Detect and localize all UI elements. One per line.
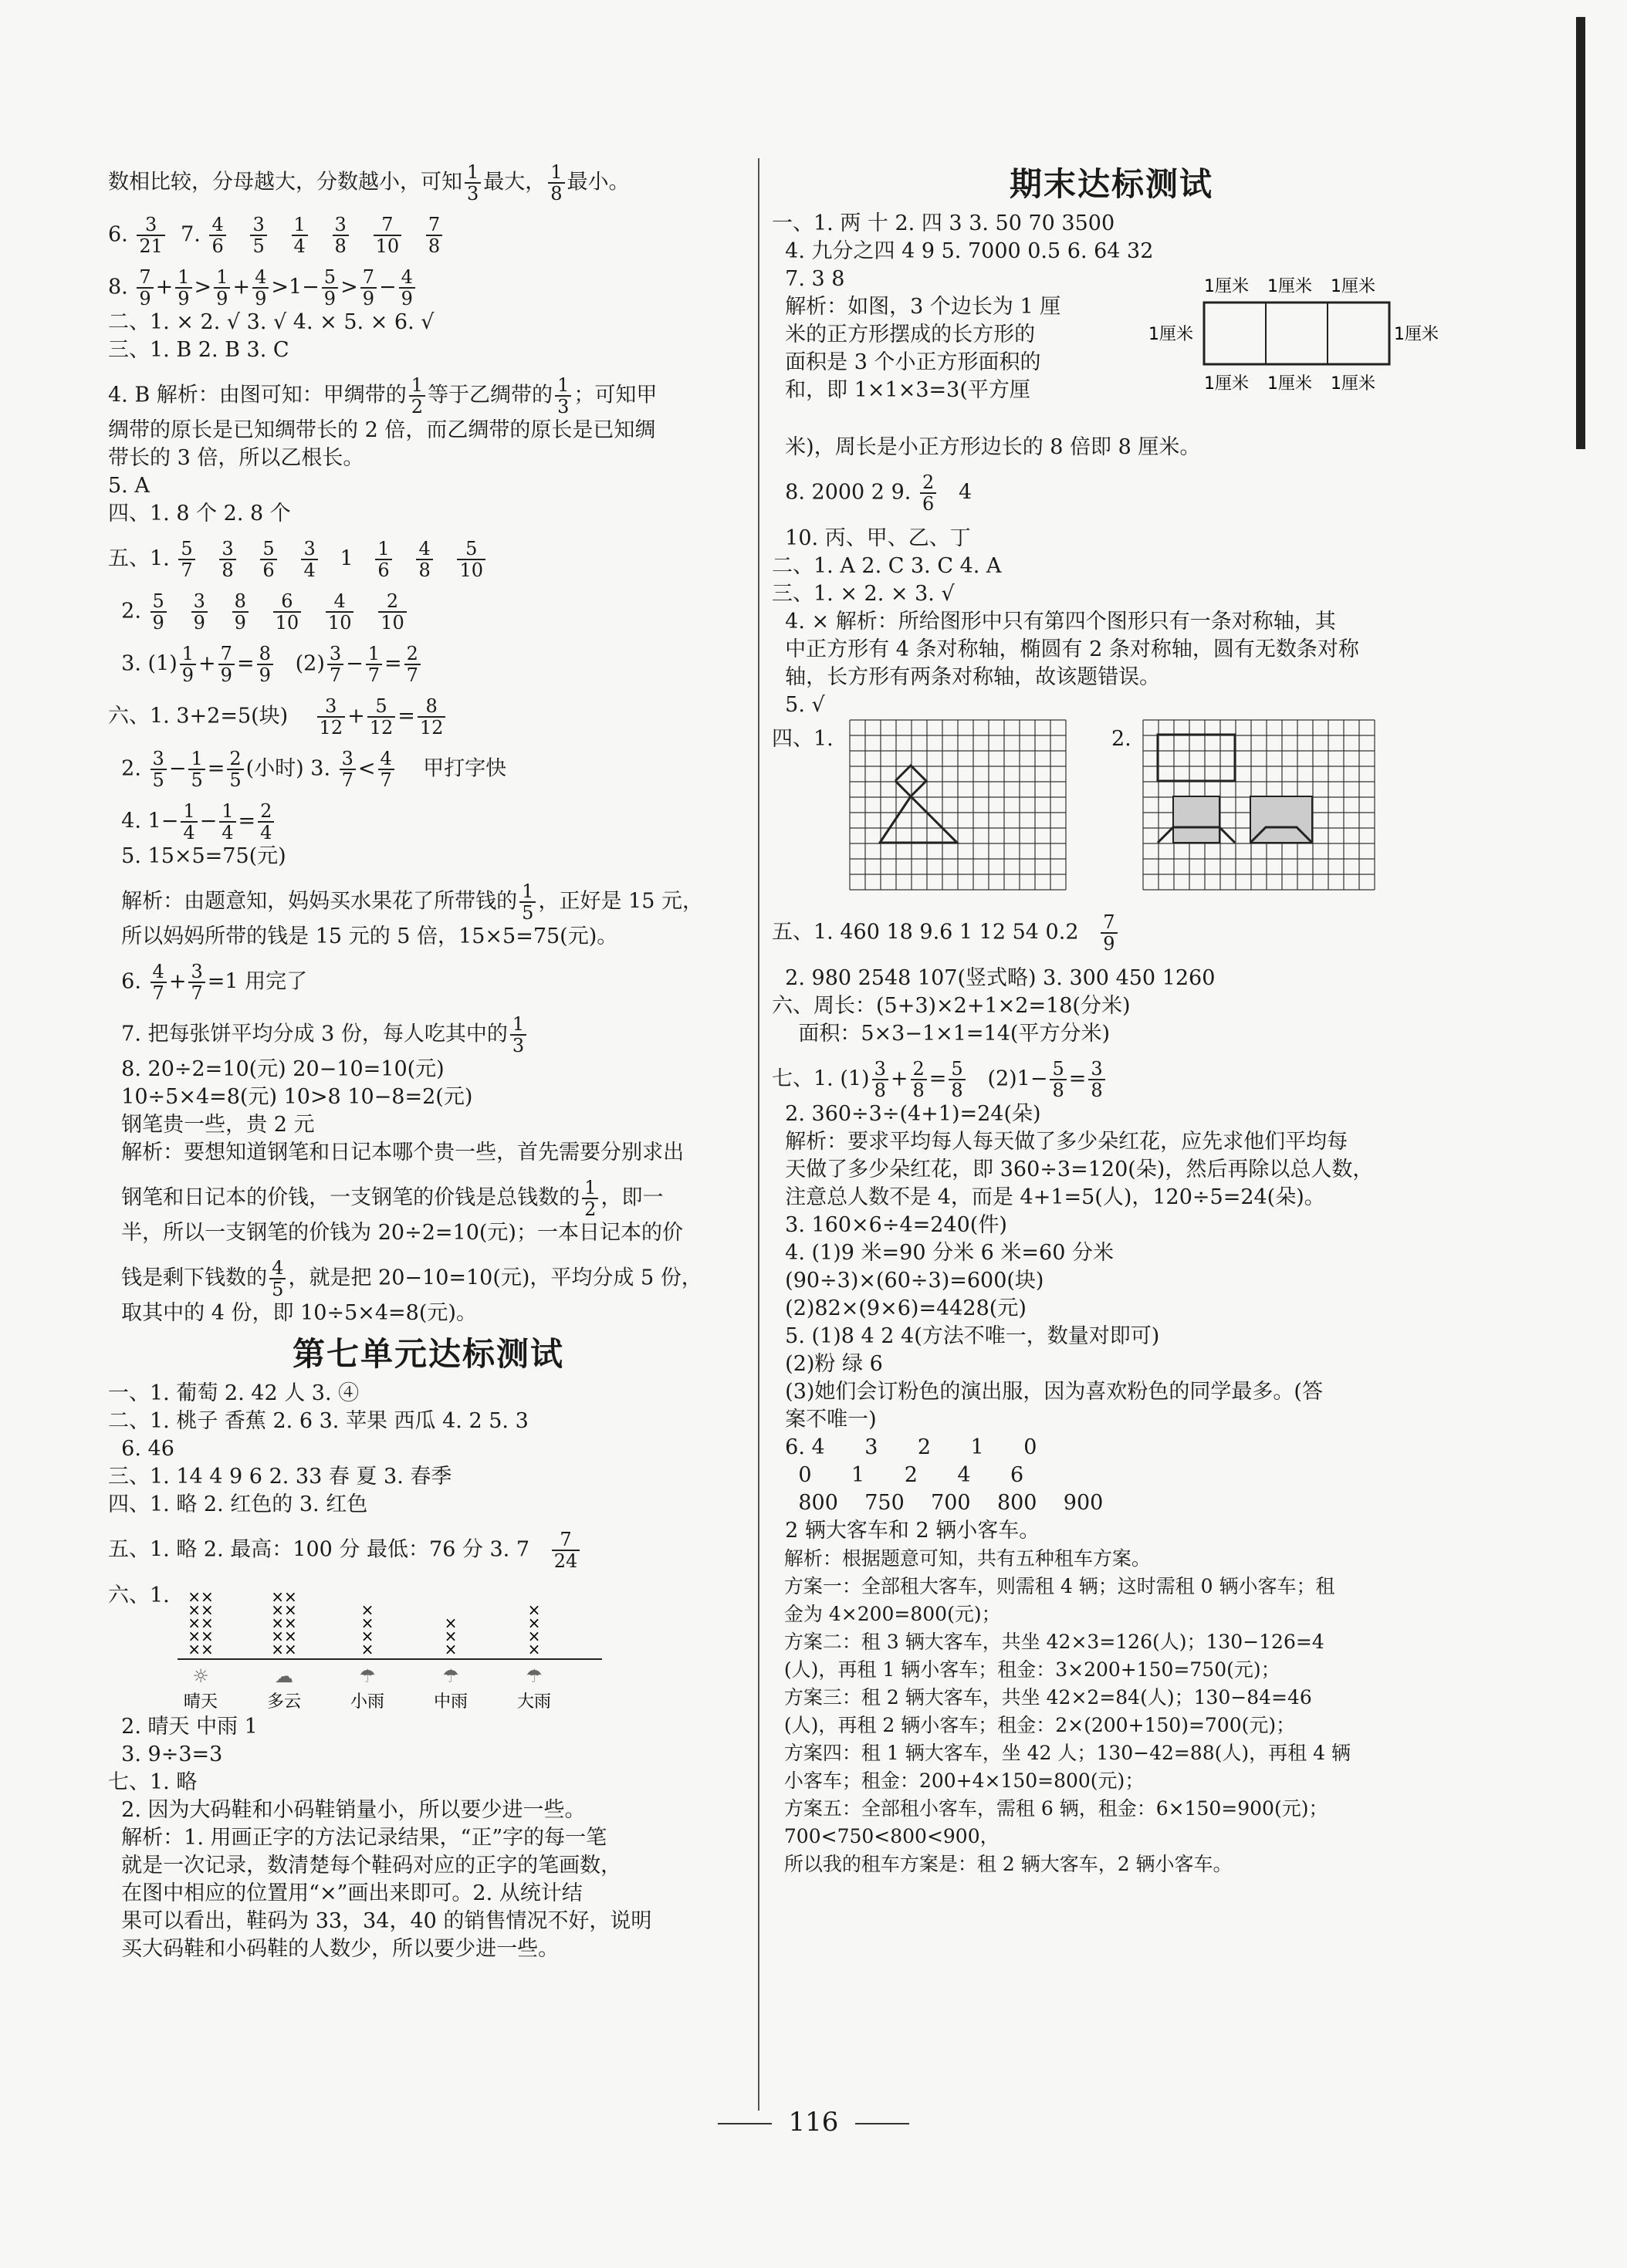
left-column bbox=[108, 162, 749, 1963]
fraction: $\frac{5}{7}$ bbox=[178, 539, 194, 580]
answer-line: 3. (1) $\frac{1}{9}$ + $\frac{7}{9}$ = $\frac{8}{9}$ (2) $\frac{3}{7}$ − $\frac{1}{7}$ = $\frac{2}{7}$ bbox=[108, 644, 749, 685]
fraction: $\frac{7}{10}$ bbox=[374, 215, 402, 256]
fraction: $\frac{2}{10}$ bbox=[378, 591, 407, 633]
fraction: $\frac{8}{9}$ bbox=[257, 644, 273, 685]
fraction: $\frac{4}{7}$ bbox=[151, 962, 167, 1003]
weather-label: 晴天 bbox=[183, 1692, 218, 1712]
fraction: $\frac{2}{8}$ bbox=[911, 1059, 927, 1100]
tally-mark: ×× bbox=[188, 1640, 214, 1658]
answer-label: 2. bbox=[1111, 727, 1131, 751]
answer-line: 金为 4×200=800(元)； bbox=[783, 1603, 1001, 1625]
answer-line: 4. 九分之四 4 9 5. 7000 0.5 6. 64 32 bbox=[785, 239, 1154, 263]
answer-line: 一、1. 两 十 2. 四 3 3. 50 70 3500 bbox=[772, 211, 1115, 235]
fraction: $\frac{4}{10}$ bbox=[326, 591, 354, 633]
rect-outline bbox=[1204, 303, 1389, 364]
fraction: $\frac{3}{9}$ bbox=[191, 591, 208, 633]
answer-line: 解析：要求平均每人每天做了多少朵红花，应先求他们平均每 bbox=[785, 1130, 1348, 1154]
fraction: $\frac{2}{4}$ bbox=[258, 801, 274, 843]
answer-line: 和，即 1×1×3=3(平方厘 bbox=[785, 378, 1030, 402]
answer-line: 2. $\frac{3}{5}$ − $\frac{1}{5}$ = $\frac{2}{5}$ (小时) 3. $\frac{3}{7}$ < $\frac{4}{7}$ 甲打字快 bbox=[121, 748, 507, 791]
answer-line: 轴，长方形有两条对称轴，故该题错误。 bbox=[785, 665, 1161, 689]
page-edge-bar bbox=[1576, 17, 1585, 449]
answer-line: 就是一次记录，数清楚每个鞋码对应的正字的笔画数， bbox=[121, 1854, 622, 1878]
answer-line: 面积：5×3−1×1=14(平方分米) bbox=[798, 1022, 1110, 1046]
fraction: $\frac{3}{8}$ bbox=[333, 215, 349, 256]
top-label-1: 1厘米 bbox=[1204, 277, 1249, 296]
fraction: $\frac{5}{6}$ bbox=[260, 539, 276, 580]
fraction: $\frac{1}{5}$ bbox=[188, 749, 205, 790]
answer-line: 数相比较，分母越大，分数越小，可知 $\frac{1}{3}$ 最大， $\frac{1}{8}$ 最小。 bbox=[108, 161, 630, 204]
answer-line: 二、1. 桃子 香蕉 2. 6 3. 苹果 西瓜 4. 2 5. 3 bbox=[108, 1409, 529, 1433]
tally-mark: × bbox=[444, 1627, 458, 1645]
answer-line: 二、1. × 2. √ 3. √ 4. × 5. × 6. √ bbox=[108, 310, 435, 334]
tally-mark: ×× bbox=[188, 1600, 214, 1619]
fraction: $\frac{1}{3}$ bbox=[510, 1014, 526, 1056]
answer-line: 四、1. 略 2. 红色的 3. 红色 bbox=[108, 1492, 368, 1516]
column-divider bbox=[758, 158, 759, 2111]
top-label-2: 1厘米 bbox=[1267, 277, 1312, 296]
answer-line: 7. 3 8 bbox=[785, 267, 845, 291]
answer-label: 四、1. bbox=[772, 727, 834, 751]
tally-mark: ×× bbox=[188, 1614, 214, 1632]
rectangle-figure-block bbox=[772, 265, 1451, 434]
fraction: $\frac{3}{21}$ bbox=[137, 215, 165, 256]
tally-mark: ×× bbox=[271, 1587, 297, 1606]
answer-line: 解析：要想知道钢笔和日记本哪个贵一些，首先需要分别求出 bbox=[121, 1141, 685, 1164]
bottom-label-3: 1厘米 bbox=[1331, 374, 1375, 394]
answer-line: 小客车；租金：200+4×150=800(元)； bbox=[783, 1769, 1145, 1792]
answer-line: 一、1. 葡萄 2. 42 人 3. ④ bbox=[108, 1381, 360, 1405]
answer-line: 买大码鞋和小码鞋的人数少，所以要少进一些。 bbox=[121, 1937, 560, 1961]
answer-line: 解析：1. 用画正字的方法记录结果，“正”字的每一笔 bbox=[121, 1826, 607, 1850]
answer-line: 所以妈妈所带的钱是 15 元的 5 倍，15×5=75(元)。 bbox=[121, 924, 618, 948]
answer-label: 六、1. bbox=[108, 1584, 170, 1607]
answer-line: (人)，再租 1 辆小客车；租金：3×200+150=750(元)； bbox=[783, 1658, 1280, 1681]
answer-line: 8. $\frac{7}{9}$ + $\frac{1}{9}$ > $\frac{1}{9}$ + $\frac{4}{9}$ >1− $\frac{5}{9}$ > $\frac{7}{9}$ − $\frac{4}{9}$ bbox=[108, 267, 749, 309]
section-title-final: 期末达标测试 bbox=[1009, 165, 1213, 203]
tally-mark: ×× bbox=[271, 1640, 297, 1658]
answer-line: 2. 晴天 中雨 1 bbox=[121, 1715, 258, 1739]
left-label: 1厘米 bbox=[1148, 325, 1193, 344]
answer-line: 钱是剩下钱数的 $\frac{4}{5}$ ，就是把 20−10=10(元)，平均分成 5 份， bbox=[121, 1257, 702, 1300]
fraction: $\frac{8}{12}$ bbox=[418, 696, 446, 738]
fraction: $\frac{5}{9}$ bbox=[151, 591, 167, 633]
answer-line: 所以我的租车方案是：租 2 辆大客车，2 辆小客车。 bbox=[783, 1853, 1233, 1875]
fraction: $\frac{3}{12}$ bbox=[317, 696, 346, 738]
fraction: $\frac{7}{9}$ bbox=[1101, 912, 1117, 954]
answer-line: (2)82×(9×6)=4428(元) bbox=[785, 1296, 1027, 1320]
right-shaded bbox=[1250, 796, 1312, 843]
answer-line: 10. 丙、甲、乙、丁 bbox=[785, 526, 971, 550]
answer-line: 三、1. B 2. B 3. C bbox=[108, 338, 289, 362]
weather-tally-chart bbox=[108, 1582, 749, 1713]
grid-figure-1 bbox=[849, 719, 1081, 904]
answer-line: 七、1. (1) $\frac{3}{8}$ + $\frac{2}{8}$ = $\frac{5}{8}$ (2)1− $\frac{5}{8}$ = $\frac{3}{8}$ bbox=[772, 1059, 1451, 1100]
answer-line: 8. 20÷2=10(元) 20−10=10(元) bbox=[121, 1057, 445, 1081]
fraction: $\frac{4}{9}$ bbox=[252, 267, 269, 309]
fraction: $\frac{1}{9}$ bbox=[175, 267, 191, 309]
tally-mark: × bbox=[527, 1614, 541, 1632]
tally-mark: × bbox=[360, 1600, 374, 1619]
fraction: $\frac{1}{5}$ bbox=[519, 881, 536, 923]
fraction: $\frac{3}{5}$ bbox=[250, 215, 266, 256]
answer-line: (人)，再租 2 辆小客车；租金：2×(200+150)=700(元)； bbox=[783, 1714, 1296, 1736]
answer-line: (90÷3)×(60÷3)=600(块) bbox=[785, 1269, 1044, 1293]
answer-line: 0 1 2 4 6 bbox=[798, 1463, 1024, 1487]
squares bbox=[1204, 303, 1389, 364]
weather-chart-svg bbox=[170, 1582, 633, 1713]
three-squares-figure bbox=[1135, 265, 1443, 412]
grid-figure-2 bbox=[1142, 719, 1389, 904]
triangle-shape bbox=[880, 796, 957, 843]
answer-line: 方案三：租 2 辆大客车，共坐 42×2=84(人)；130−84=46 bbox=[783, 1686, 1312, 1709]
answer-line: 面积是 3 个小正方形面积的 bbox=[785, 350, 1041, 374]
left-shaded bbox=[1173, 796, 1219, 843]
answer-line: 六、1. 3+2=5(块) $\frac{3}{12}$ + $\frac{5}{12}$ = $\frac{8}{12}$ bbox=[108, 696, 749, 738]
fraction: $\frac{5}{9}$ bbox=[322, 267, 338, 309]
answer-line: 5. 15×5=75(元) bbox=[121, 844, 286, 868]
answer-line: 解析：根据题意可知，共有五种租车方案。 bbox=[783, 1547, 1151, 1570]
answer-line: 8. 2000 2 9. $\frac{2}{6}$ 4 bbox=[785, 472, 972, 515]
answer-line: 天做了多少朵红花，即 360÷3=120(朵)，然后再除以总人数， bbox=[785, 1158, 1374, 1181]
tally-mark: × bbox=[360, 1614, 374, 1632]
weather-label: 多云 bbox=[266, 1692, 302, 1712]
grid-lines bbox=[850, 720, 1066, 890]
answer-line: 6. $\frac{3}{21}$ 7. $\frac{4}{6}$ $\frac{3}{5}$ $\frac{1}{4}$ $\frac{3}{8}$ $\frac{7}{10}$ $\frac{7}{8}$ bbox=[108, 215, 749, 256]
weather-label: 中雨 bbox=[433, 1692, 468, 1712]
answer-line: 五、1. $\frac{5}{7}$ $\frac{3}{8}$ $\frac{5}{6}$ $\frac{3}{4}$ 1 $\frac{1}{6}$ $\frac{4}{8}$ $\frac{5}{10}$ bbox=[108, 539, 749, 580]
answer-line: 5. (1)8 4 2 4(方法不唯一，数量对即可) bbox=[785, 1324, 1160, 1348]
tally-mark: × bbox=[444, 1614, 458, 1632]
answer-line: 注意总人数不是 4，而是 4+1=5(人)，120÷5=24(朵)。 bbox=[785, 1185, 1325, 1209]
fraction: $\frac{4}{6}$ bbox=[209, 215, 225, 256]
fraction: $\frac{5}{10}$ bbox=[457, 539, 485, 580]
fraction: $\frac{1}{2}$ bbox=[582, 1178, 598, 1219]
fraction: $\frac{3}{7}$ bbox=[188, 962, 205, 1003]
fraction: $\frac{6}{10}$ bbox=[273, 591, 302, 633]
answer-line: 带长的 3 倍，所以乙根长。 bbox=[108, 446, 364, 470]
tally-mark: × bbox=[527, 1600, 541, 1619]
fraction: $\frac{7}{9}$ bbox=[137, 267, 153, 309]
answer-line: 取其中的 4 份，即 10÷5×4=8(元)。 bbox=[121, 1301, 477, 1325]
fraction: $\frac{3}{8}$ bbox=[872, 1059, 888, 1100]
answer-line: 解析：由题意知，妈妈买水果花了所带钱的 $\frac{1}{5}$ ，正好是 15 元， bbox=[121, 880, 703, 924]
sun-icon: ☼ bbox=[192, 1665, 209, 1687]
answer-line: (3)她们会订粉色的演出服，因为喜欢粉色的同学最多。(答 bbox=[785, 1380, 1323, 1404]
fraction: $\frac{7}{24}$ bbox=[552, 1529, 580, 1571]
answer-line: 半，所以一支钢笔的价钱为 20÷2=10(元)；一本日记本的价 bbox=[121, 1221, 683, 1245]
grid-figures bbox=[772, 719, 1451, 912]
answer-line: 五、1. 460 18 9.6 1 12 54 0.2 $\frac{7}{9}$ bbox=[772, 912, 1451, 954]
answer-line: 解析：如图，3 个边长为 1 厘 bbox=[785, 295, 1061, 319]
answer-line: 七、1. 略 bbox=[108, 1770, 198, 1794]
tally-mark: ×× bbox=[188, 1627, 214, 1645]
answer-line: 2. 360÷3÷(4+1)=24(朵) bbox=[785, 1102, 1041, 1126]
page-number bbox=[0, 2107, 1627, 2138]
answer-line: 4. 1− $\frac{1}{4}$ − $\frac{1}{4}$ = $\frac{2}{4}$ bbox=[108, 801, 749, 843]
fraction: $\frac{7}{8}$ bbox=[426, 215, 442, 256]
fraction: $\frac{2}{7}$ bbox=[404, 644, 421, 685]
page-number-text: 116 bbox=[788, 2107, 839, 2138]
weather-label: 小雨 bbox=[350, 1692, 385, 1712]
answer-line: 中正方形有 4 条对称轴，椭圆有 2 条对称轴，圆有无数条对称 bbox=[785, 637, 1359, 661]
answer-line: 方案五：全部租小客车，需租 6 辆，租金：6×150=900(元)； bbox=[783, 1797, 1328, 1820]
fraction: $\frac{2}{5}$ bbox=[227, 749, 243, 790]
tally-mark: ×× bbox=[188, 1587, 214, 1606]
answer-line: 二、1. A 2. C 3. C 4. A bbox=[772, 554, 1002, 578]
fraction: $\frac{1}{2}$ bbox=[409, 375, 425, 417]
answer-line: 果可以看出，鞋码为 33，34，40 的销售情况不好，说明 bbox=[121, 1909, 652, 1933]
tally-mark: × bbox=[444, 1640, 458, 1658]
dash-right bbox=[855, 2123, 909, 2124]
fraction: $\frac{1}{4}$ bbox=[219, 801, 235, 843]
answer-line: 6. $\frac{4}{7}$ + $\frac{3}{7}$ =1 用完了 bbox=[121, 961, 308, 1004]
fraction: $\frac{1}{8}$ bbox=[548, 162, 564, 204]
fraction: $\frac{7}{9}$ bbox=[360, 267, 377, 309]
answer-line: 700<750<800<900， bbox=[783, 1825, 1000, 1847]
fraction: $\frac{1}{7}$ bbox=[366, 644, 382, 685]
answer-line: 5. √ bbox=[785, 693, 825, 717]
tally-mark: ×× bbox=[271, 1627, 297, 1645]
answer-line: 三、1. × 2. × 3. √ bbox=[772, 582, 955, 606]
answer-line: 2. 因为大码鞋和小码鞋销量小，所以要少进一些。 bbox=[121, 1798, 586, 1822]
fraction: $\frac{1}{6}$ bbox=[375, 539, 391, 580]
section-title-unit7: 第七单元达标测试 bbox=[292, 1335, 564, 1373]
top-label-3: 1厘米 bbox=[1331, 277, 1375, 296]
dash-left bbox=[718, 2123, 772, 2124]
answer-line: 7. 把每张饼平均分成 3 份，每人吃其中的 $\frac{1}{3}$ bbox=[108, 1014, 749, 1056]
answer-line: 绸带的原长是已知绸带长的 2 倍，而乙绸带的原长是已知绸 bbox=[108, 418, 656, 442]
fraction: $\frac{3}{7}$ bbox=[340, 749, 356, 790]
fraction: $\frac{3}{5}$ bbox=[151, 749, 167, 790]
tally-mark: × bbox=[360, 1627, 374, 1645]
fraction: $\frac{3}{4}$ bbox=[301, 539, 317, 580]
right-column bbox=[772, 162, 1451, 1878]
answer-line: 2. 980 2548 107(竖式略) 3. 300 450 1260 bbox=[785, 966, 1216, 990]
fraction: $\frac{1}{9}$ bbox=[214, 267, 230, 309]
fraction: $\frac{1}{4}$ bbox=[181, 801, 197, 843]
fraction: $\frac{4}{7}$ bbox=[378, 749, 394, 790]
fraction: $\frac{3}{8}$ bbox=[1088, 1059, 1104, 1100]
answer-line: 5. A bbox=[108, 474, 150, 498]
tally-mark: × bbox=[527, 1627, 541, 1645]
fraction: $\frac{1}{9}$ bbox=[180, 644, 196, 685]
answer-line: 钢笔贵一些，贵 2 元 bbox=[121, 1113, 315, 1137]
fraction: $\frac{7}{9}$ bbox=[218, 644, 235, 685]
square-shape bbox=[895, 766, 926, 796]
fraction: $\frac{4}{9}$ bbox=[399, 267, 415, 309]
answer-line: 6. 4 3 2 1 0 bbox=[785, 1435, 1037, 1459]
answer-line: 800 750 700 800 900 bbox=[798, 1491, 1104, 1515]
answer-line: 4. × 解析：所给图形中只有第四个图形只有一条对称轴，其 bbox=[785, 610, 1336, 634]
rain-icon: ☂ bbox=[526, 1665, 543, 1687]
answer-line: 四、1. 8 个 2. 8 个 bbox=[108, 502, 291, 526]
answer-line: 三、1. 14 4 9 6 2. 33 春 夏 3. 春季 bbox=[108, 1465, 452, 1489]
fraction: $\frac{1}{3}$ bbox=[555, 375, 571, 417]
fraction: $\frac{5}{8}$ bbox=[949, 1059, 965, 1100]
fraction: $\frac{2}{6}$ bbox=[920, 472, 936, 514]
fraction: $\frac{4}{8}$ bbox=[416, 539, 432, 580]
fraction: $\frac{5}{12}$ bbox=[367, 696, 396, 738]
answer-line: 3. 160×6÷4=240(件) bbox=[785, 1213, 1007, 1237]
fraction: $\frac{1}{4}$ bbox=[292, 215, 308, 256]
rain-icon: ☂ bbox=[442, 1665, 459, 1687]
answer-line: 案不唯一) bbox=[785, 1408, 877, 1431]
right-label: 1厘米 bbox=[1394, 325, 1439, 344]
answer-line: 4. B 解析：由图可知：甲绸带的 $\frac{1}{2}$ 等于乙绸带的 $\frac{1}{3}$ ；可知甲 bbox=[108, 374, 658, 417]
answer-line: 2. $\frac{5}{9}$ $\frac{3}{9}$ $\frac{8}{9}$ $\frac{6}{10}$ $\frac{4}{10}$ $\frac{2}{10}$ bbox=[108, 591, 749, 633]
cloud-icon: ☁ bbox=[275, 1665, 293, 1687]
answer-line: 6. 46 bbox=[121, 1437, 174, 1461]
fraction: $\frac{3}{7}$ bbox=[327, 644, 343, 685]
answer-line: 方案四：租 1 辆大客车，坐 42 人；130−42=88(人)，再租 4 辆 bbox=[783, 1742, 1351, 1764]
weather-label: 大雨 bbox=[516, 1692, 552, 1712]
fraction: $\frac{4}{5}$ bbox=[269, 1258, 286, 1300]
answer-line: 4. (1)9 米=90 分米 6 米=60 分米 bbox=[785, 1241, 1114, 1265]
answer-line: 方案一：全部租大客车，则需租 4 辆；这时需租 0 辆小客车；租 bbox=[783, 1575, 1335, 1597]
fraction: $\frac{3}{8}$ bbox=[219, 539, 235, 580]
tally-mark: × bbox=[527, 1640, 541, 1658]
answer-line: 五、1. 略 2. 最高：100 分 最低：76 分 3. 7 $\frac{7}{24}$ bbox=[108, 1529, 749, 1571]
answer-line: 2 辆大客车和 2 辆小客车。 bbox=[785, 1519, 1040, 1543]
fraction: $\frac{5}{8}$ bbox=[1050, 1059, 1066, 1100]
answer-line: 钢笔和日记本的价钱，一支钢笔的价钱是总钱数的 $\frac{1}{2}$ ，即一 bbox=[121, 1177, 664, 1220]
answer-line: 10÷5×4=8(元) 10>8 10−8=2(元) bbox=[121, 1085, 473, 1109]
tally-mark: ×× bbox=[271, 1600, 297, 1619]
answer-line: 在图中相应的位置用“×”画出来即可。2. 从统计结 bbox=[121, 1881, 583, 1905]
answer-line: 3. 9÷3=3 bbox=[121, 1742, 223, 1766]
rain-icon: ☂ bbox=[359, 1665, 376, 1687]
upper-rect bbox=[1158, 735, 1235, 781]
bottom-label-2: 1厘米 bbox=[1267, 374, 1312, 394]
answer-line: 米的正方形摆成的长方形的 bbox=[785, 323, 1036, 346]
bottom-label-1: 1厘米 bbox=[1204, 374, 1249, 394]
answer-line: 六、周长：(5+3)×2+1×2=18(分米) bbox=[772, 994, 1131, 1018]
answer-line: 方案二：租 3 辆大客车，共坐 42×3=126(人)；130−126=4 bbox=[783, 1631, 1324, 1653]
fraction: $\frac{8}{9}$ bbox=[232, 591, 249, 633]
fraction: $\frac{1}{3}$ bbox=[465, 162, 481, 204]
answer-line: 米)，周长是小正方形边长的 8 倍即 8 厘米。 bbox=[785, 435, 1201, 459]
answer-line: (2)粉 绿 6 bbox=[785, 1352, 883, 1376]
tally-mark: ×× bbox=[271, 1614, 297, 1632]
tally-mark: × bbox=[360, 1640, 374, 1658]
